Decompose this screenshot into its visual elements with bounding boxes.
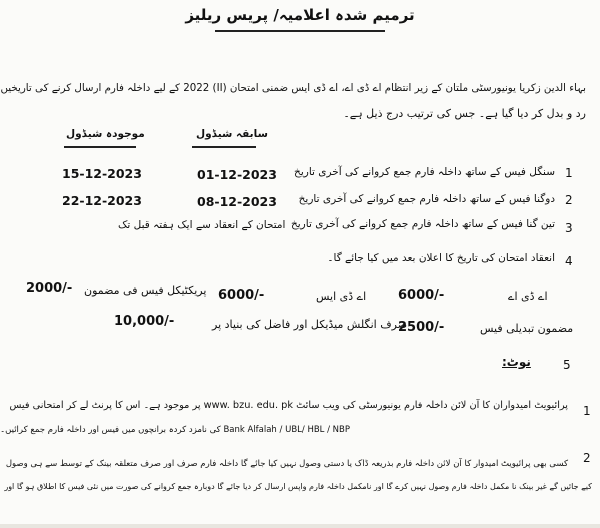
fee-subject-change-value: 2500/- <box>398 320 445 335</box>
note-2-number: 2 <box>583 451 591 465</box>
fee-ads-label: اے ڈی ایس <box>316 290 367 303</box>
fee-ada-value: 6000/- <box>398 288 445 303</box>
row-4-label: انعقاد امتحان کی تاریخ کا اعلان بعد میں کیا جائے گا۔ <box>327 252 555 264</box>
row-1-label: سنگل فیس کے ساتھ داخلہ فارم جمع کروانے کی آخری تاریخ <box>294 166 555 178</box>
row-3-old-note: امتحان کے انعقاد سے ایک ہفتہ قبل تک <box>118 219 286 231</box>
row-4-number: 4 <box>565 254 573 268</box>
fee-english-medical-label: صرف انگلش میڈیکل اور فاضل کی بنیاد پر <box>212 318 408 331</box>
new-header-underline <box>64 146 136 148</box>
new-schedule-header: موجودہ شیڈول <box>66 128 145 140</box>
fee-practical-label: پریکٹیکل فیس فی مضمون <box>84 284 207 297</box>
note-1-number: 1 <box>583 404 591 418</box>
row-1-number: 1 <box>565 166 573 180</box>
note-1-line-2: Bank Alfalah / UBL/ HBL / NBP کی نامزد کردہ برانچوں میں فیس اور داخلہ فارم جمع کرائیں۔ <box>0 425 350 435</box>
intro-line-1: بہاء الدین زکریا یونیورسٹی ملتان کے زیر انتظام اے ڈی اے، اے ڈی ایس ضمنی امتحان (II) 2022 کے لیے داخلہ فارم ارسال کرنے کی تاریخیں <box>0 82 586 94</box>
row-1-old-date: 01-12-2023 <box>197 167 277 182</box>
note-2-line-2: کیے جائیں گے غیر بینک نا مکمل داخلہ فارم وصول نہیں کرے گا اور نامکمل داخلہ فارم واپس ارسال کر دیا جائے گا دوبارہ جمع کروانے کی صورت میں نئی فیس کا اطلاق ہو گا اور <box>4 482 592 491</box>
fee-ada-label: اے ڈی اے <box>508 290 548 303</box>
note-1-line-1: پرائیویٹ امیدواران کا آن لائن داخلہ فارم یونیورسٹی کی ویب سائٹ www. bzu. edu. pk پر موجود ہے۔ اس کا پرنٹ لے کر امتحانی فیس <box>9 400 568 411</box>
old-header-underline <box>192 146 256 148</box>
row-3-label: تین گنا فیس کے ساتھ داخلہ فارم جمع کروانے کی آخری تاریخ <box>290 218 555 230</box>
title-underline <box>215 30 385 32</box>
intro-line-2: رد و بدل کر دیا گیا ہے۔ جس کی ترتیب درج ذیل ہے۔ <box>343 107 586 120</box>
notes-number: 5 <box>563 358 571 372</box>
fee-practical-value: 2000/- <box>26 281 73 296</box>
row-2-old-date: 08-12-2023 <box>197 194 277 209</box>
note-2-line-1: کسی بھی پرائیویٹ امیدوار کا آن لائن داخلہ فارم بذریعہ ڈاک یا دستی وصول نہیں کیا جائے گا داخلہ فارم صرف اور صرف متعلقہ بینک کے توسط سے ہی وصول <box>5 459 568 469</box>
fee-subject-change-label: مضمون تبدیلی فیس <box>480 322 574 335</box>
old-schedule-header: سابقہ شیڈول <box>196 128 268 140</box>
page-bottom-edge <box>0 524 600 528</box>
fee-ads-value: 6000/- <box>218 288 265 303</box>
row-2-new-date: 22-12-2023 <box>62 193 142 208</box>
row-3-number: 3 <box>565 221 573 235</box>
row-2-label: دوگنا فیس کے ساتھ داخلہ فارم جمع کروانے کی آخری تاریخ <box>298 193 555 205</box>
fee-english-medical-value: 10,000/- <box>114 314 175 329</box>
notes-heading: نوٹ: <box>502 355 531 369</box>
page-title: ترمیم شدہ اعلامیہ/ پریس ریلیز <box>185 6 415 24</box>
row-2-number: 2 <box>565 193 573 207</box>
row-1-new-date: 15-12-2023 <box>62 166 142 181</box>
